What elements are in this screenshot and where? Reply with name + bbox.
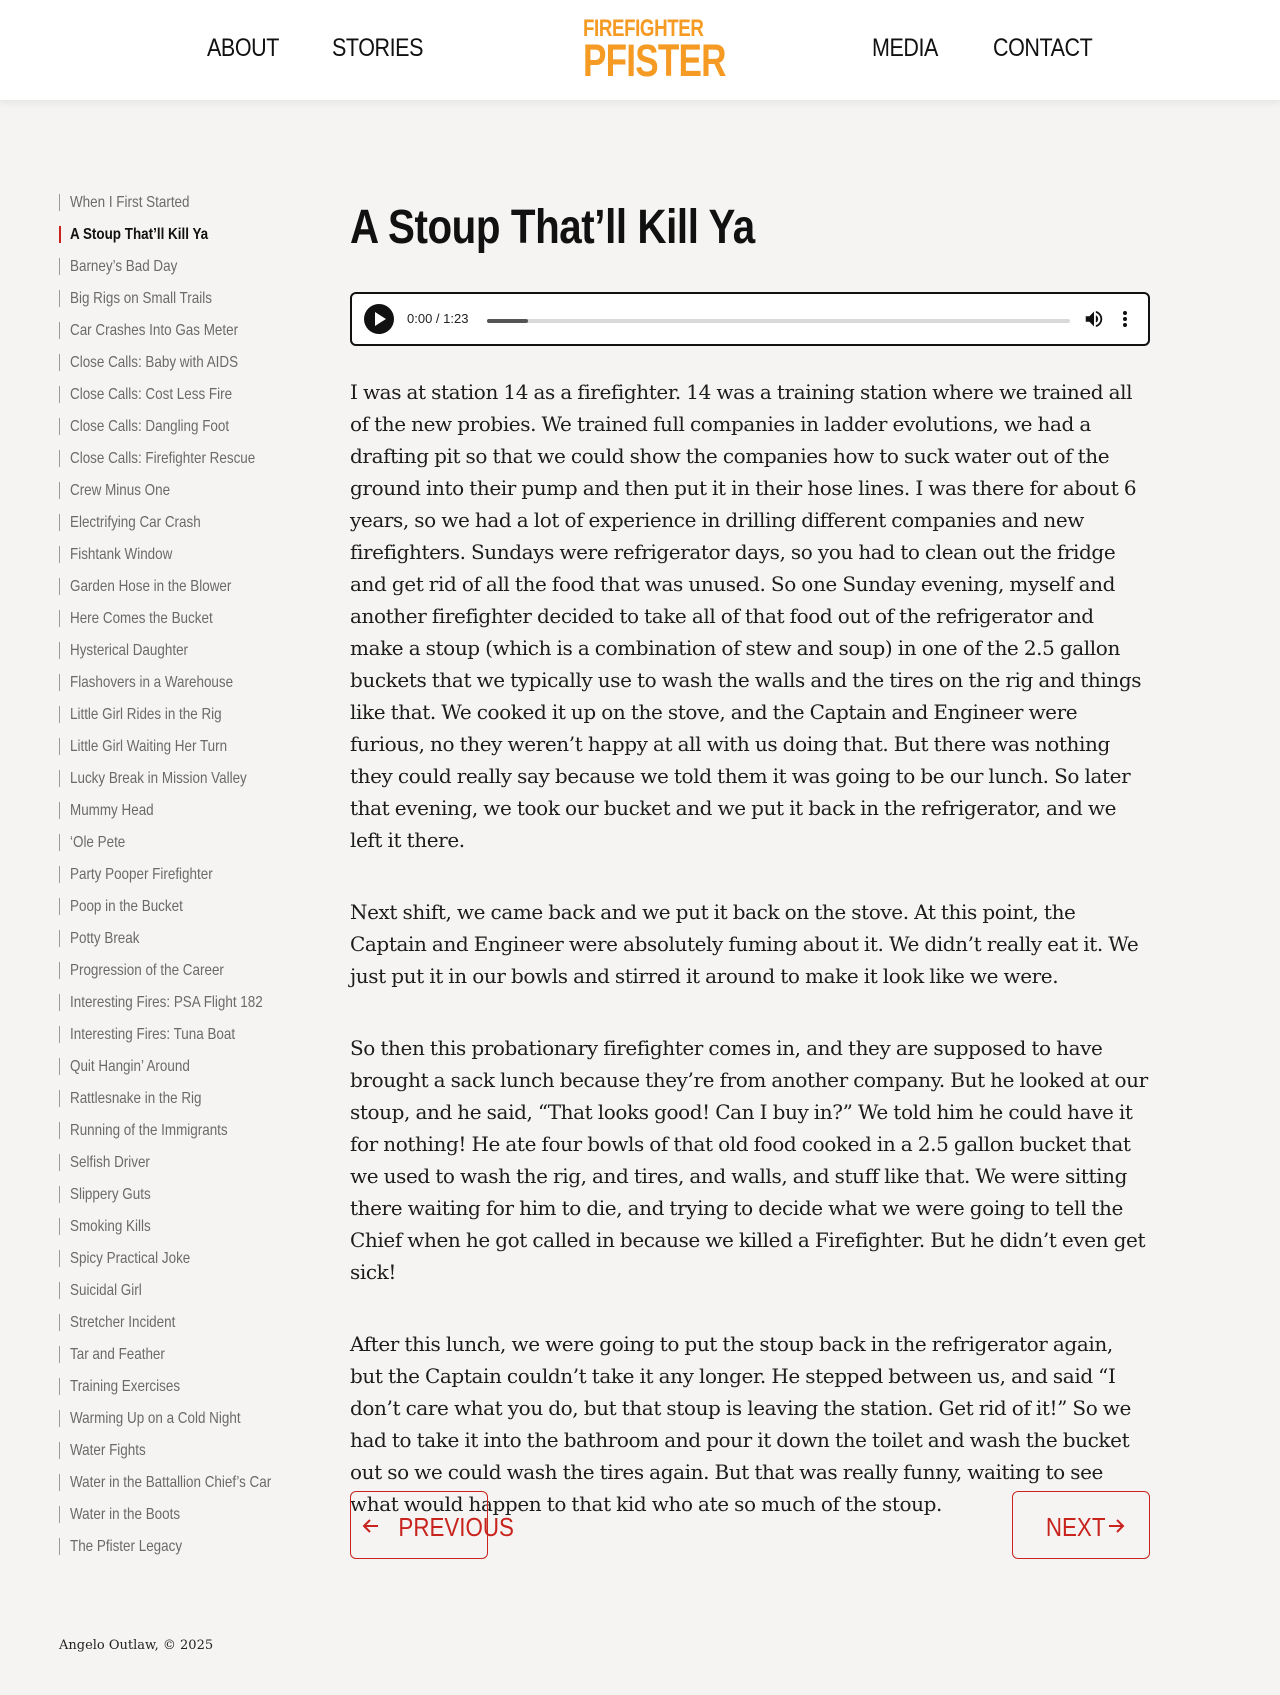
sidebar-story-link[interactable]: [59, 226, 319, 243]
sidebar-story-label: Spicy Practical Joke: [70, 1250, 191, 1267]
sidebar-story-link[interactable]: [59, 706, 319, 723]
sidebar-story-link[interactable]: [59, 674, 319, 691]
arrow-right-icon: [1107, 1517, 1125, 1535]
volume-icon[interactable]: [1083, 308, 1105, 330]
sidebar-story-link[interactable]: [59, 1314, 319, 1331]
stories-sidebar: [59, 194, 319, 1570]
play-button[interactable]: [364, 304, 394, 334]
sidebar-story-link[interactable]: [59, 578, 319, 595]
sidebar-story-label: Quit Hangin’ Around: [70, 1058, 190, 1075]
sidebar-story-label: Rattlesnake in the Rig: [70, 1090, 202, 1107]
previous-button[interactable]: [350, 1491, 514, 1559]
sidebar-story-label: Fishtank Window: [70, 546, 173, 563]
sidebar-story-label: Interesting Fires: PSA Flight 182: [70, 994, 263, 1011]
more-options-icon[interactable]: [1120, 308, 1130, 330]
sidebar-story-link[interactable]: [59, 610, 319, 627]
sidebar-story-label: The Pfister Legacy: [70, 1538, 183, 1555]
sidebar-story-label: Poop in the Bucket: [70, 898, 183, 915]
sidebar-story-label: Smoking Kills: [70, 1218, 151, 1235]
sidebar-story-link[interactable]: [59, 1218, 319, 1235]
sidebar-story-link[interactable]: [59, 290, 319, 307]
sidebar-story-label: Big Rigs on Small Trails: [70, 290, 212, 307]
story-paragraph: So then this probationary firefighter comes in, and they are supposed to have brought a sack lunch because they’re from another company. But he looked at our stoup, and he said, “That looks good! Can I buy in?” We told him he could have it for nothing! He ate four bowls of that old food cooked in a 2.5 gallon bucket that we used to wash the rig, and tires, and walls, and stuff like that. We were sitting there waiting for him to die, and trying to decide what we were going to tell the Chief when he got called in because we killed a Firefighter. But he didn’t even get sick!: [350, 1036, 1148, 1284]
sidebar-story-label: Close Calls: Cost Less Fire: [70, 386, 233, 403]
sidebar-story-label: Barney’s Bad Day: [70, 258, 178, 275]
sidebar-story-label: Tar and Feather: [70, 1346, 165, 1363]
sidebar-story-link[interactable]: [59, 386, 319, 403]
site-header: [0, 0, 1280, 100]
sidebar-story-link[interactable]: [59, 1250, 319, 1267]
sidebar-story-link[interactable]: [59, 322, 319, 339]
sidebar-story-label: Slippery Guts: [70, 1186, 151, 1203]
arrow-left-icon: [362, 1517, 380, 1535]
sidebar-story-label: Warming Up on a Cold Night: [70, 1410, 241, 1427]
sidebar-story-link[interactable]: [59, 770, 319, 787]
sidebar-story-link[interactable]: [59, 802, 319, 819]
sidebar-story-link[interactable]: [59, 1186, 319, 1203]
sidebar-story-label: A Stoup That’ll Kill Ya: [70, 226, 209, 243]
sidebar-story-link[interactable]: [59, 1122, 319, 1139]
sidebar-story-label: Electrifying Car Crash: [70, 514, 201, 531]
sidebar-story-label: Here Comes the Bucket: [70, 610, 213, 627]
sidebar-story-label: Little Girl Waiting Her Turn: [70, 738, 228, 755]
sidebar-story-label: Water Fights: [70, 1442, 146, 1459]
sidebar-story-link[interactable]: [59, 258, 319, 275]
sidebar-story-link[interactable]: [59, 546, 319, 563]
sidebar-story-link[interactable]: [59, 1282, 319, 1299]
sidebar-story-link[interactable]: [59, 1474, 319, 1491]
sidebar-story-link[interactable]: [59, 194, 319, 211]
logo-line2: PFISTER: [583, 35, 726, 86]
sidebar-story-link[interactable]: [59, 450, 319, 467]
sidebar-story-label: Close Calls: Firefighter Rescue: [70, 450, 256, 467]
sidebar-story-link[interactable]: [59, 418, 319, 435]
audio-progress-fill: [487, 319, 528, 323]
sidebar-story-link[interactable]: [59, 354, 319, 371]
sidebar-story-label: Lucky Break in Mission Valley: [70, 770, 247, 787]
sidebar-story-link[interactable]: [59, 1378, 319, 1395]
story-paragraph: After this lunch, we were going to put the stoup back in the refrigerator again, but the Captain couldn’t take it any longer. He stepped between us, and said “I don’t care what you do, but that stoup is leaving the station. Get rid of it!” So we had to take it into the bathroom and pour it down the toilet and wash the bucket out so we could wash the tires again. But that was really funny, waiting to see what would happen to that kid who ate so much of the stoup.: [350, 1332, 1131, 1516]
sidebar-story-label: Hysterical Daughter: [70, 642, 189, 659]
sidebar-story-link[interactable]: [59, 1442, 319, 1459]
sidebar-story-link[interactable]: [59, 898, 319, 915]
sidebar-story-label: Selfish Driver: [70, 1154, 150, 1171]
sidebar-story-label: Training Exercises: [70, 1378, 181, 1395]
sidebar-story-link[interactable]: [59, 1090, 319, 1107]
nav-about-link[interactable]: ABOUT: [207, 34, 279, 62]
sidebar-story-label: Running of the Immigrants: [70, 1122, 228, 1139]
sidebar-story-label: Mummy Head: [70, 802, 154, 819]
sidebar-story-label: Crew Minus One: [70, 482, 171, 499]
sidebar-story-link[interactable]: [59, 642, 319, 659]
sidebar-story-link[interactable]: [59, 1154, 319, 1171]
sidebar-story-link[interactable]: [59, 738, 319, 755]
sidebar-story-label: When I First Started: [70, 194, 190, 211]
sidebar-story-label: Water in the Boots: [70, 1506, 181, 1523]
nav-media-link[interactable]: MEDIA: [872, 34, 938, 62]
audio-progress-bar[interactable]: [487, 319, 1070, 323]
site-logo[interactable]: [583, 15, 726, 86]
story-paragraph: Next shift, we came back and we put it back on the stove. At this point, the Captain and Engineer were absolutely fuming about it. We didn’t really eat it. We just put it in our bowls and stirred it around to make it look like we were.: [350, 900, 1139, 988]
story-title: A Stoup That’ll Kill Ya: [350, 201, 755, 254]
copyright-text: Angelo Outlaw, © 2025: [59, 1638, 214, 1653]
sidebar-story-label: Stretcher Incident: [70, 1314, 176, 1331]
sidebar-story-link[interactable]: [59, 1058, 319, 1075]
sidebar-story-link[interactable]: [59, 482, 319, 499]
sidebar-story-label: Little Girl Rides in the Rig: [70, 706, 222, 723]
sidebar-story-label: Close Calls: Baby with AIDS: [70, 354, 239, 371]
sidebar-story-label: Water in the Battallion Chief’s Car: [70, 1474, 272, 1491]
sidebar-story-label: Potty Break: [70, 930, 140, 947]
sidebar-story-link[interactable]: [59, 1538, 319, 1555]
story-body: [350, 376, 1150, 1560]
nav-contact-link[interactable]: CONTACT: [993, 34, 1093, 62]
story-paragraph: I was at station 14 as a firefighter. 14 was a training station where we trained all of the new probies. We trained full companies in ladder evolutions, we had a drafting pit so that we could show the companies how to suck water out of the ground into their pump and then put it in their hose lines. I was there for about 6 years, so we had a lot of experience in drilling different companies and new firefighters. Sundays were refrigerator days, so you had to clean out the fridge and get rid of all the food that was unused. So one Sunday evening, myself and another firefighter decided to take all of that food out of the refrigerator and make a stoup (which is a combination of stew and soup) in one of the 2.5 gallon buckets that we typically use to wash the walls and the tires on the rig and things like that. We cooked it up on the stove, and the Captain and Engineer were furious, no they weren’t happy at all with us doing that. But there was nothing they could really say because we told them it was going to be our lunch. So later that evening, we took our bucket and we put it back in the refrigerator, and we left it there.: [350, 380, 1142, 852]
sidebar-story-link[interactable]: [59, 1410, 319, 1427]
previous-label: PREVIOUS: [398, 1512, 514, 1542]
audio-player: [350, 292, 1150, 346]
logo-line1: FIREFIGHTER: [583, 15, 704, 42]
audio-time: 0:00 / 1:23: [407, 311, 469, 326]
sidebar-story-link[interactable]: [59, 514, 319, 531]
sidebar-story-link[interactable]: [59, 1346, 319, 1363]
sidebar-story-label: Party Pooper Firefighter: [70, 866, 213, 883]
sidebar-story-link[interactable]: [59, 930, 319, 947]
next-label: NEXT: [1045, 1512, 1106, 1542]
sidebar-story-link[interactable]: [59, 1026, 319, 1043]
sidebar-story-link[interactable]: [59, 962, 319, 979]
sidebar-story-label: Progression of the Career: [70, 962, 224, 979]
sidebar-story-label: Garden Hose in the Blower: [70, 578, 232, 595]
sidebar-story-link[interactable]: [59, 994, 319, 1011]
sidebar-story-link[interactable]: [59, 866, 319, 883]
sidebar-story-label: Flashovers in a Warehouse: [70, 674, 234, 691]
sidebar-story-link[interactable]: [59, 1506, 319, 1523]
sidebar-story-label: Suicidal Girl: [70, 1282, 142, 1299]
sidebar-story-label: Car Crashes Into Gas Meter: [70, 322, 239, 339]
next-button[interactable]: [1012, 1491, 1150, 1559]
nav-stories-link[interactable]: STORIES: [332, 34, 423, 62]
sidebar-story-label: Close Calls: Dangling Foot: [70, 418, 230, 435]
sidebar-story-label: ‘Ole Pete: [70, 834, 126, 851]
sidebar-story-label: Interesting Fires: Tuna Boat: [70, 1026, 236, 1043]
story-main: [350, 200, 1150, 1542]
sidebar-story-link[interactable]: [59, 834, 319, 851]
